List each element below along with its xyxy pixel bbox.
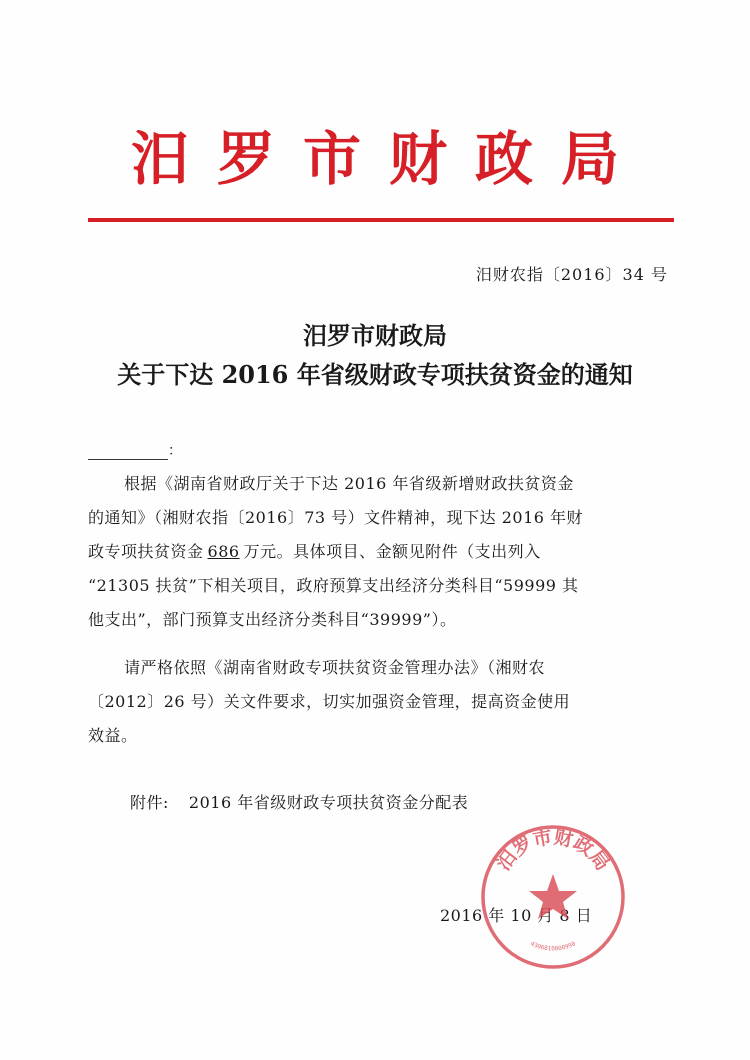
attachment-label: 附件: bbox=[130, 793, 169, 812]
official-seal-stamp bbox=[478, 822, 628, 972]
paragraph-line: “21305 扶贫”下相关项目，政府预算支出经济分类科目“59999 其 bbox=[88, 576, 579, 595]
fund-amount: 686 bbox=[207, 542, 240, 561]
seal-code: 4306810000990 bbox=[529, 940, 577, 953]
paragraph-line: 他支出”，部门预算支出经济分类科目“39999”）。 bbox=[88, 610, 457, 629]
attachment-line bbox=[130, 790, 468, 813]
paragraph-line: 效益。 bbox=[88, 726, 138, 745]
attachment-title: 2016 年省级财政专项扶贫资金分配表 bbox=[188, 793, 469, 812]
paragraph-line bbox=[88, 535, 668, 569]
title-line-1: 汨罗市财政局 bbox=[303, 321, 447, 350]
title-line-2: 关于下达 2016 年省级财政专项扶贫资金的通知 bbox=[117, 360, 633, 389]
paragraph-line: 根据《湖南省财政厅关于下达 2016 年省级新增财政扶贫资金 bbox=[124, 474, 574, 493]
paragraph-line: 的通知》（湘财农指〔2016〕73 号）文件精神，现下达 2016 年财 bbox=[88, 508, 584, 527]
red-divider-line bbox=[88, 218, 674, 222]
issue-date: 2016 年 10 月 8 日 bbox=[440, 906, 593, 925]
organization-header: 汨罗市财政局 bbox=[130, 125, 647, 193]
body-paragraph-1 bbox=[88, 467, 668, 637]
paragraph-line: 请严格依照《湖南省财政专项扶贫资金管理办法》（湘财农 bbox=[124, 658, 546, 677]
paragraph-text: 万元。具体项目、金额见附件（支出列入 bbox=[243, 542, 541, 561]
addressee-colon: ： bbox=[168, 443, 182, 459]
paragraph-text: 政专项扶贫资金 bbox=[88, 542, 204, 561]
body-paragraph-2 bbox=[88, 651, 668, 753]
paragraph-line: 〔2012〕26 号）关文件要求，切实加强资金管理，提高资金使用 bbox=[88, 692, 571, 711]
document-number: 汨财农指〔2016〕34 号 bbox=[475, 265, 668, 284]
star-icon bbox=[529, 874, 577, 919]
addressee bbox=[88, 440, 182, 460]
seal-text: 汨罗市财政局 bbox=[492, 826, 614, 875]
addressee-blank bbox=[88, 447, 168, 460]
